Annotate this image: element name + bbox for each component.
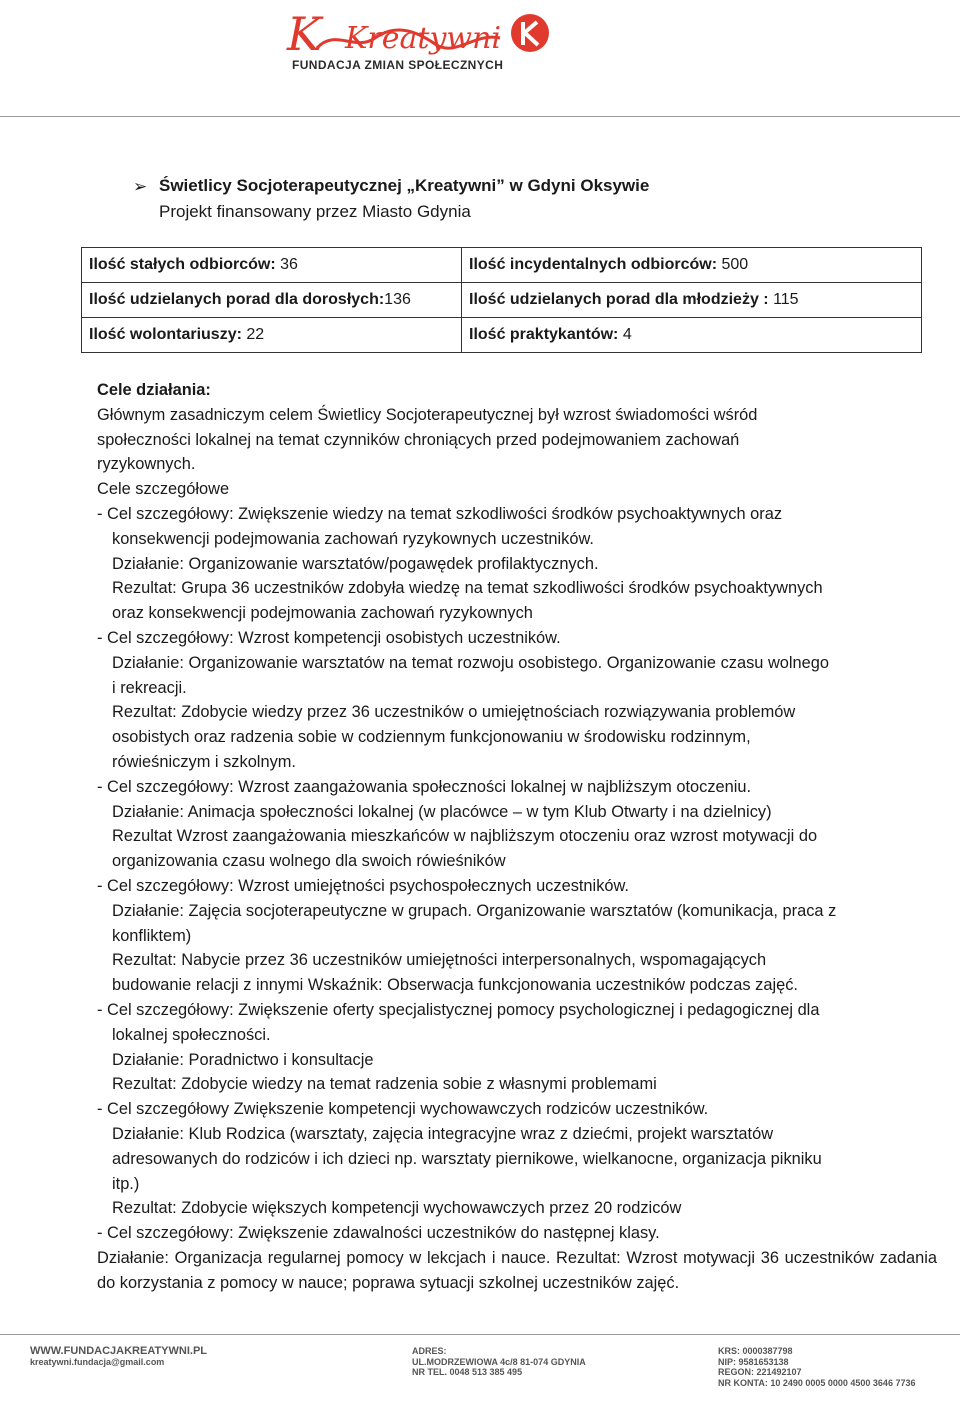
table-row xyxy=(82,318,922,353)
main-goal-line: ryzykownych. xyxy=(97,455,196,474)
goal-detail-line: oraz konsekwencji podejmowania zachowań ryzykownych xyxy=(112,604,533,623)
table-cell: Ilość udzielanych porad dla młodzieży : 115 xyxy=(462,283,922,318)
arrow-bullet-icon: ➢ xyxy=(133,177,148,196)
goal-item-line: - Cel szczegółowy: Zwiększenie oferty specjalistycznej pomocy psychologicznej i pedagogicznej dla xyxy=(97,1000,820,1019)
logo-badge xyxy=(511,14,549,52)
detail-goals-heading: Cele szczegółowe xyxy=(97,480,230,499)
stats-table xyxy=(81,247,922,353)
goal-item-line: - Cel szczegółowy: Wzrost zaangażowania społeczności lokalnej w najbliższym otoczeniu. xyxy=(97,777,752,796)
table-cell: Ilość incydentalnych odbiorców: 500 xyxy=(462,248,922,283)
goals-section xyxy=(97,378,937,1295)
footer-address xyxy=(412,1346,586,1378)
goal-detail-line: Rezultat: Nabycie przez 36 uczestników umiejętności interpersonalnych, wspomagających xyxy=(112,951,767,970)
goal-item-line: - Cel szczegółowy Zwiększenie kompetencji wychowawczych rodziców uczestników. xyxy=(97,1100,709,1119)
goal-detail-line: itp.) xyxy=(112,1174,140,1193)
footer-contact xyxy=(30,1346,207,1367)
goal-item-line: - Cel szczegółowy: Zwiększenie wiedzy na temat szkodliwości środków psychoaktywnych oraz xyxy=(97,504,783,523)
header-divider xyxy=(0,116,960,117)
foundation-logo xyxy=(285,8,565,78)
footer-website: WWW.FUNDACJAKREATYWNI.PL xyxy=(30,1345,207,1357)
goal-detail-line: budowanie relacji z innymi Wskaźnik: Obserwacja funkcjonowania uczestników podczas zajęć. xyxy=(112,976,798,995)
footer-address-street: UL.MODRZEWIOWA 4c/8 81-074 GDYNIA xyxy=(412,1356,586,1367)
last-goal-paragraph: Działanie: Organizacja regularnej pomocy w lekcjach i nauce. Rezultat: Wzrost motywacji 36 uczestników zadania do korzystania z pomocy w nauce; poprawa sytuacji szkolnej uczestników zajęć. xyxy=(97,1248,937,1292)
goal-detail-line: Działanie: Organizowanie warsztatów/pogawędek profilaktycznych. xyxy=(112,554,599,573)
detail-goals-list xyxy=(97,502,937,1246)
goal-detail-line: Działanie: Zajęcia socjoterapeutyczne w grupach. Organizowanie warsztatów (komunikacja, praca z xyxy=(112,901,837,920)
goal-detail-line: Działanie: Animacja społeczności lokalnej (w placówce – w tym Klub Otwarty i na dzielnicy) xyxy=(112,802,772,821)
footer-divider xyxy=(0,1334,960,1335)
title-text: Świetlicy Socjoterapeutycznej „Kreatywni” w Gdyni Oksywie xyxy=(159,176,650,195)
footer-registry xyxy=(718,1346,915,1388)
footer-address-label: ADRES: xyxy=(412,1346,447,1356)
goal-detail-line: adresowanych do rodziców i ich dzieci np. warsztaty piernikowe, wielkanocne, organizacja pikniku xyxy=(112,1149,822,1168)
goal-detail-line: konfliktem) xyxy=(112,926,192,945)
document-subtitle: Projekt finansowany przez Miasto Gdynia xyxy=(159,202,471,221)
footer-regon: REGON: 221492107 xyxy=(718,1367,802,1377)
goal-detail-line: Rezultat: Zdobycie wiedzy przez 36 uczestników o umiejętnościach rozwiązywania problemów xyxy=(112,703,796,722)
goal-detail-line: lokalnej społeczności. xyxy=(112,1025,271,1044)
table-cell: Ilość wolontariuszy: 22 xyxy=(82,318,462,353)
main-goal-line: Głównym zasadniczym celem Świetlicy Socjoterapeutycznej był wzrost świadomości wśród xyxy=(97,405,758,424)
footer-email: kreatywni.fundacja@gmail.com xyxy=(30,1356,165,1367)
footer-nip: NIP: 9581653138 xyxy=(718,1356,789,1367)
goal-detail-line: Rezultat: Zdobycie wiedzy na temat radzenia sobie z własnymi problemami xyxy=(112,1075,657,1094)
table-cell: Ilość udzielanych porad dla dorosłych:136 xyxy=(82,283,462,318)
table-cell: Ilość praktykantów: 4 xyxy=(462,318,922,353)
goal-item-line: - Cel szczegółowy: Wzrost umiejętności psychospołecznych uczestników. xyxy=(97,876,629,895)
footer-krs: KRS: 0000387798 xyxy=(718,1346,793,1356)
goal-item-line: - Cel szczegółowy: Wzrost kompetencji osobistych uczestników. xyxy=(97,628,561,647)
goal-detail-line: Rezultat: Grupa 36 uczestników zdobyła wiedzę na temat szkodliwości środków psychoaktywnych xyxy=(112,579,823,598)
goal-detail-line: rówieśniczym i szkolnym. xyxy=(112,752,296,771)
goal-detail-line: osobistych oraz radzenia sobie w codziennym funkcjonowaniu w środowisku rodzinnym, xyxy=(112,728,751,747)
goal-detail-line: Rezultat: Zdobycie większych kompetencji wychowawczych przez 20 rodziców xyxy=(112,1199,682,1218)
footer-account: NR KONTA: 10 2490 0005 0000 4500 3646 7736 xyxy=(718,1377,916,1388)
footer-phone: NR TEL. 0048 513 385 495 xyxy=(412,1367,523,1377)
table-row xyxy=(82,283,922,318)
logo-letter-k: K xyxy=(287,8,322,61)
table-cell: Ilość stałych odbiorców: 36 xyxy=(82,248,462,283)
goal-detail-line: i rekreacji. xyxy=(112,678,187,697)
goal-detail-line: konsekwencji podejmowania zachowań ryzykownych uczestników. xyxy=(112,529,594,548)
table-row xyxy=(82,248,922,283)
goal-detail-line: Działanie: Organizowanie warsztatów na temat rozwoju osobistego. Organizowanie czasu wolnego xyxy=(112,653,830,672)
goal-detail-line: Rezultat Wzrost zaangażowania mieszkańców w najbliższym otoczeniu oraz wzrost motywacji do xyxy=(112,827,818,846)
main-goal-line: społeczności lokalnej na temat czynników chroniących przed podejmowaniem zachowań xyxy=(97,430,740,449)
goal-detail-line: Działanie: Klub Rodzica (warsztaty, zajęcia integracyjne wraz z dziećmi, projekt warsztatów xyxy=(112,1124,774,1143)
logo-subtitle: FUNDACJA ZMIAN SPOŁECZNYCH xyxy=(292,58,504,72)
goal-detail-line: Działanie: Poradnictwo i konsultacje xyxy=(112,1050,374,1069)
goal-item-line: - Cel szczegółowy: Zwiększenie zdawalności uczestników do następnej klasy. xyxy=(97,1224,660,1243)
goal-detail-line: organizowania czasu wolnego dla swoich rówieśników xyxy=(112,852,506,871)
logo-script-text: Kreatywni xyxy=(345,21,501,56)
goals-heading: Cele działania: xyxy=(97,381,211,399)
